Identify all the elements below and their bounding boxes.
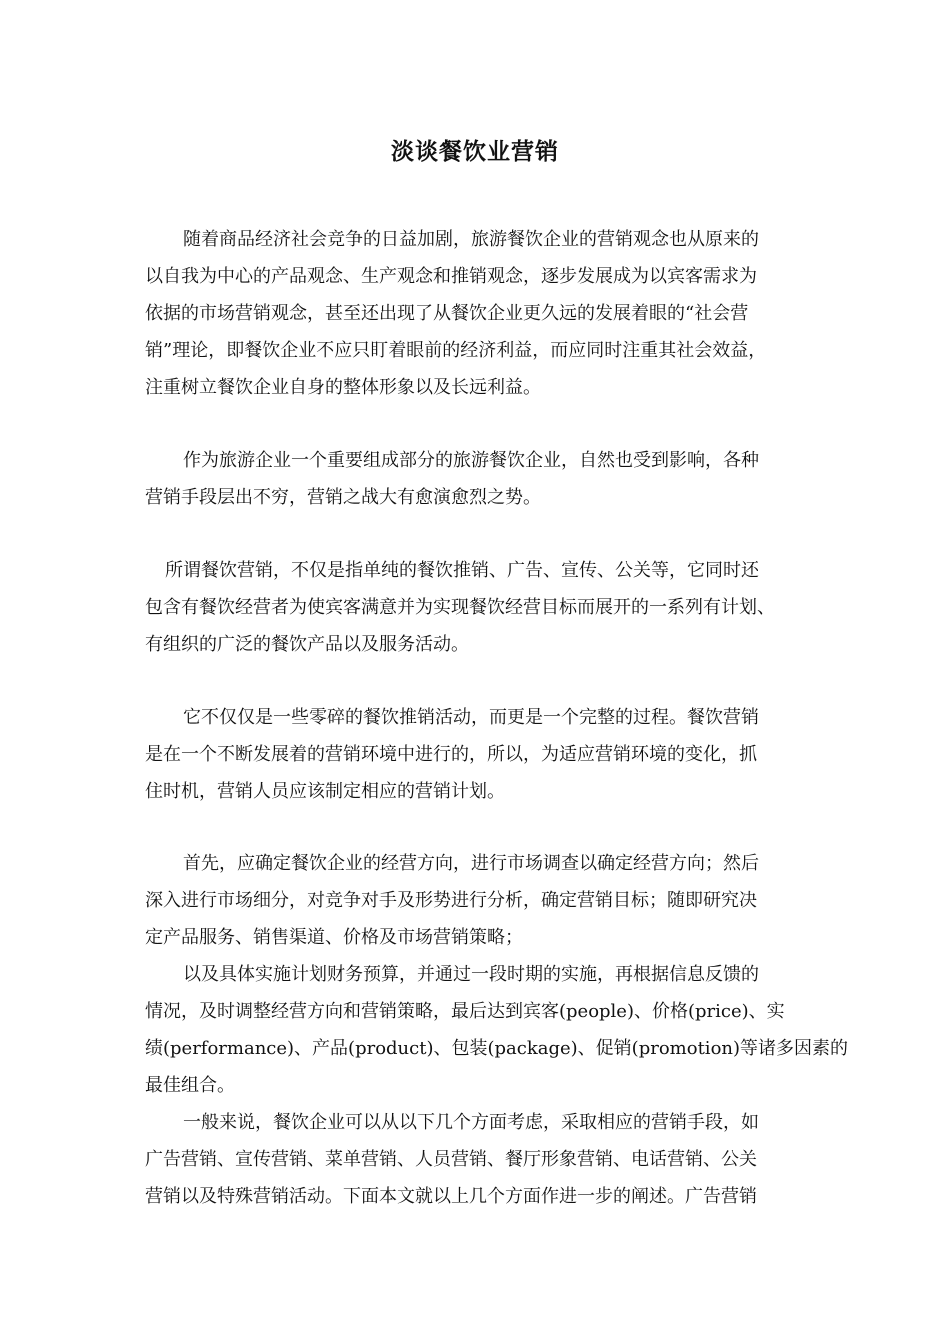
paragraph-line: 营销手段层出不穷，营销之战大有愈演愈烈之势。 (145, 487, 541, 508)
paragraph-line: 住时机，营销人员应该制定相应的营销计划。 (145, 781, 505, 802)
paragraph-line: 作为旅游企业一个重要组成部分的旅游餐饮企业，自然也受到影响，各种 (183, 450, 759, 471)
paragraph-line: 首先，应确定餐饮企业的经营方向，进行市场调查以确定经营方向；然后 (183, 853, 759, 874)
paragraph-line: 营销以及特殊营销活动。下面本文就以上几个方面作进一步的阐述。广告营销 (145, 1186, 757, 1207)
paragraph-line: 一般来说，餐饮企业可以从以下几个方面考虑，采取相应的营销手段，如 (183, 1112, 759, 1133)
paragraph-line: 广告营销、宣传营销、菜单营销、人员营销、餐厅形象营销、电话营销、公关 (145, 1149, 757, 1170)
paragraph-line: 是在一个不断发展着的营销环境中进行的，所以，为适应营销环境的变化，抓 (145, 744, 757, 765)
paragraph-line: 依据的市场营销观念，甚至还出现了从餐饮企业更久远的发展着眼的“社会营 (145, 303, 749, 324)
paragraph-line: 深入进行市场细分，对竞争对手及形势进行分析，确定营销目标；随即研究决 (145, 890, 757, 911)
paragraph-line: 情况，及时调整经营方向和营销策略，最后达到宾客(people)、价格(price)、实 (145, 1001, 785, 1022)
paragraph-line: 以及具体实施计划财务预算，并通过一段时期的实施，再根据信息反馈的 (183, 964, 759, 985)
paragraph-line: 包含有餐饮经营者为使宾客满意并为实现餐饮经营目标而展开的一系列有计划、 (145, 597, 775, 618)
document-title: 淡谈餐饮业营销 (391, 138, 559, 165)
paragraph-line: 以自我为中心的产品观念、生产观念和推销观念，逐步发展成为以宾客需求为 (145, 266, 757, 287)
paragraph-line: 注重树立餐饮企业自身的整体形象以及长远利益。 (145, 377, 541, 398)
paragraph-line: 最佳组合。 (145, 1075, 235, 1096)
paragraph-line: 它不仅仅是一些零碎的餐饮推销活动，而更是一个完整的过程。餐饮营销 (183, 707, 759, 728)
paragraph-line: 所谓餐饮营销，不仅是指单纯的餐饮推销、广告、宣传、公关等，它同时还 (165, 560, 759, 581)
paragraph-line: 绩(performance)、产品(product)、包装(package)、促销(promotion)等诸多因素的 (145, 1038, 849, 1059)
paragraph-line: 有组织的广泛的餐饮产品以及服务活动。 (145, 634, 469, 655)
paragraph-line: 销”理论，即餐饮企业不应只盯着眼前的经济利益，而应同时注重其社会效益， (145, 340, 767, 361)
paragraph-line: 随着商品经济社会竞争的日益加剧，旅游餐饮企业的营销观念也从原来的 (183, 229, 759, 250)
paragraph-line: 定产品服务、销售渠道、价格及市场营销策略； (145, 927, 523, 948)
